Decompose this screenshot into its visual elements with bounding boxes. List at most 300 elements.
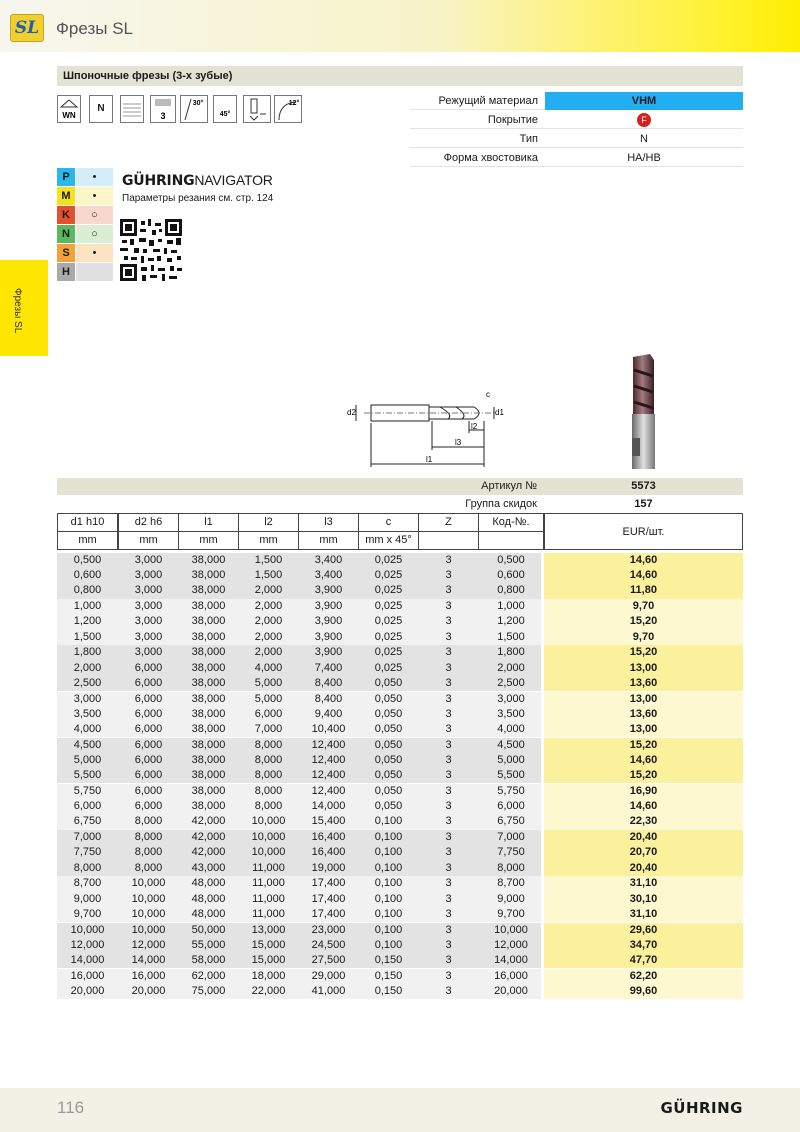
table-row — [57, 568, 743, 583]
table-cell: 3 — [445, 954, 452, 966]
table-cell: 9,000 — [497, 892, 525, 905]
table-cell: 16,400 — [311, 831, 346, 844]
table-cell: 3,000 — [497, 692, 525, 705]
table-cell: 20,000 — [494, 985, 528, 997]
table-cell: 0,025 — [374, 600, 403, 613]
column-header: d2 h6 — [118, 513, 179, 532]
material-suitability-table — [57, 168, 113, 282]
table-row — [57, 814, 743, 829]
material-code: K — [57, 206, 75, 224]
table-cell: 0,050 — [374, 723, 403, 735]
table-cell: 12,000 — [131, 938, 166, 951]
table-cell: 8,000 — [134, 831, 163, 844]
table-row — [57, 984, 743, 999]
table-cell: 16,000 — [131, 969, 166, 982]
table-row — [57, 938, 743, 953]
table-cell: 1,200 — [73, 615, 102, 628]
table-cell: 2,000 — [254, 600, 283, 613]
table-cell: 38,000 — [191, 630, 226, 643]
table-row — [57, 583, 743, 598]
table-cell: 5,000 — [254, 676, 283, 689]
table-cell: 42,000 — [191, 831, 226, 844]
price-cell: 13,00 — [629, 723, 658, 735]
material-suitability: ○ — [76, 206, 113, 224]
price-cell: 15,20 — [629, 615, 658, 628]
table-row — [57, 722, 743, 737]
table-cell: 10,000 — [70, 923, 105, 936]
table-cell: 3,900 — [314, 615, 343, 628]
table-cell: 5,000 — [254, 692, 283, 705]
table-cell: 3 — [445, 646, 452, 659]
material-suitability: ○ — [76, 225, 113, 243]
table-cell: 0,800 — [497, 584, 525, 597]
attr-label: Форма хвостовика — [443, 152, 538, 164]
table-cell: 6,750 — [73, 815, 102, 828]
table-cell: 10,000 — [251, 831, 286, 844]
table-cell: 38,000 — [191, 769, 226, 782]
table-cell: 0,500 — [497, 554, 525, 566]
table-cell: 6,000 — [134, 676, 163, 689]
price-cell: 16,90 — [629, 785, 658, 797]
table-cell: 3,000 — [134, 615, 163, 628]
table-cell: 18,000 — [251, 969, 286, 982]
surface-icon — [120, 95, 144, 123]
table-row — [57, 876, 743, 891]
table-row — [57, 676, 743, 691]
table-cell: 4,500 — [497, 738, 525, 751]
table-cell: 10,000 — [251, 846, 286, 859]
table-cell: 43,000 — [191, 861, 226, 874]
table-cell: 11,000 — [252, 907, 285, 920]
material-code: H — [57, 263, 75, 281]
attr-label: Покрытие — [487, 114, 538, 126]
price-cell: 14,60 — [629, 554, 658, 566]
table-cell: 0,050 — [374, 707, 403, 720]
table-cell: 16,000 — [494, 969, 528, 982]
table-cell: 3,500 — [497, 707, 525, 720]
table-cell: 38,000 — [191, 738, 226, 751]
table-cell: 58,000 — [191, 954, 226, 966]
table-cell: 4,000 — [73, 723, 102, 735]
table-cell: 3 — [445, 846, 452, 859]
table-cell: 11,000 — [252, 877, 285, 890]
price-cell: 14,60 — [629, 800, 658, 813]
price-cell: 15,20 — [629, 738, 658, 751]
table-cell: 0,025 — [374, 569, 403, 582]
table-cell: 0,025 — [374, 615, 403, 628]
table-cell: 3,000 — [134, 569, 163, 582]
table-cell: 6,000 — [134, 707, 163, 720]
table-cell: 2,000 — [254, 584, 283, 597]
table-cell: 0,100 — [374, 938, 403, 951]
column-header: Код-№. — [478, 513, 544, 532]
table-cell: 8,000 — [254, 738, 283, 751]
sl-logo: SL — [10, 14, 44, 42]
table-cell: 10,000 — [131, 907, 166, 920]
price-cell: 13,60 — [629, 676, 658, 689]
table-cell: 27,500 — [311, 954, 346, 966]
table-cell: 38,000 — [191, 615, 226, 628]
table-cell: 38,000 — [191, 723, 226, 735]
table-cell: 75,000 — [191, 985, 226, 997]
table-cell: 3 — [445, 569, 452, 582]
table-cell: 2,000 — [497, 661, 525, 674]
table-cell: 38,000 — [191, 754, 226, 766]
table-cell: 10,400 — [311, 723, 346, 735]
table-cell: 38,000 — [191, 584, 226, 597]
table-cell: 3 — [445, 769, 452, 782]
table-cell: 6,000 — [134, 769, 163, 782]
table-cell: 8,000 — [134, 815, 163, 828]
material-row — [57, 225, 113, 244]
table-cell: 10,000 — [251, 815, 286, 828]
table-cell: 38,000 — [191, 600, 226, 613]
page-footer — [0, 1088, 800, 1132]
c-label: c — [486, 390, 490, 399]
discount-value: 157 — [634, 498, 653, 510]
table-cell: 6,000 — [134, 661, 163, 674]
page-header — [0, 0, 800, 52]
table-cell: 8,000 — [134, 861, 163, 874]
table-cell: 16,000 — [70, 969, 105, 982]
attr-label: Тип — [519, 133, 538, 145]
center-cutting-icon — [243, 95, 271, 123]
table-cell: 3 — [445, 969, 452, 982]
article-value: 5573 — [631, 480, 656, 492]
table-cell: 24,500 — [311, 938, 346, 951]
column-unit: mm x 45° — [358, 531, 419, 550]
l3-label: l3 — [455, 438, 462, 447]
table-cell: 3,400 — [314, 569, 343, 582]
table-cell: 0,050 — [374, 800, 403, 813]
l1-label: l1 — [426, 455, 433, 464]
price-cell: 13,00 — [629, 661, 658, 674]
column-unit: mm — [118, 531, 179, 550]
table-cell: 9,700 — [497, 907, 525, 920]
attr-type — [410, 130, 743, 148]
table-cell: 10,000 — [131, 923, 166, 936]
table-cell: 3 — [445, 723, 452, 735]
table-cell: 20,000 — [70, 985, 105, 997]
table-cell: 1,500 — [254, 569, 283, 582]
column-header: l3 — [298, 513, 359, 532]
table-cell: 3 — [445, 800, 452, 813]
table-cell: 3 — [445, 554, 452, 566]
column-header: d1 h10 — [57, 513, 118, 532]
table-cell: 38,000 — [191, 569, 226, 582]
table-cell: 19,000 — [311, 861, 346, 874]
table-cell: 0,050 — [374, 785, 403, 797]
table-cell: 0,150 — [374, 985, 403, 997]
table-cell: 0,100 — [374, 831, 403, 844]
price-cell: 13,60 — [629, 707, 658, 720]
table-row — [57, 830, 743, 845]
attr-coating — [410, 111, 743, 129]
table-cell: 6,000 — [134, 800, 163, 813]
material-row — [57, 263, 113, 282]
price-header: EUR/шт. — [544, 513, 743, 550]
table-cell: 5,000 — [73, 754, 102, 766]
table-cell: 11,000 — [252, 892, 285, 905]
table-cell: 0,025 — [374, 630, 403, 643]
table-cell: 3 — [445, 707, 452, 720]
table-cell: 0,100 — [374, 877, 403, 890]
side-tab[interactable] — [0, 260, 48, 356]
price-cell: 15,20 — [629, 769, 658, 782]
table-cell: 3,900 — [314, 630, 343, 643]
table-cell: 0,050 — [374, 692, 403, 705]
table-cell: 9,700 — [73, 907, 102, 920]
table-cell: 2,000 — [73, 661, 102, 674]
table-cell: 5,750 — [73, 785, 102, 797]
table-row — [57, 923, 743, 938]
table-cell: 0,050 — [374, 738, 403, 751]
price-cell: 22,30 — [629, 815, 658, 828]
table-row — [57, 845, 743, 860]
table-cell: 38,000 — [191, 661, 226, 674]
table-cell: 8,400 — [314, 692, 343, 705]
price-cell: 14,60 — [629, 569, 658, 582]
table-cell: 0,025 — [374, 661, 403, 674]
column-unit: mm — [298, 531, 359, 550]
section-title: Шпоночные фрезы (3-х зубые) — [57, 66, 743, 86]
table-cell: 12,400 — [311, 738, 346, 751]
page-number: 116 — [57, 1098, 85, 1117]
table-cell: 2,000 — [254, 646, 283, 659]
table-cell: 3 — [445, 831, 452, 844]
table-cell: 5,500 — [497, 769, 525, 782]
column-header: Z — [418, 513, 479, 532]
price-cell: 99,60 — [629, 985, 658, 997]
chamfer-45-icon — [213, 95, 237, 123]
table-cell: 3,500 — [73, 707, 102, 720]
table-cell: 3,000 — [134, 646, 163, 659]
table-cell: 7,750 — [73, 846, 102, 859]
table-cell: 38,000 — [191, 676, 226, 689]
table-cell: 3,400 — [314, 554, 343, 566]
article-label: Артикул № — [481, 480, 537, 492]
d2-label: d2 — [347, 408, 356, 417]
column-unit: mm — [178, 531, 239, 550]
table-cell: 3,900 — [314, 584, 343, 597]
table-cell: 10,000 — [131, 892, 166, 905]
table-cell: 62,000 — [191, 969, 226, 982]
column-unit — [418, 531, 479, 550]
table-cell: 55,000 — [191, 938, 226, 951]
table-cell: 0,050 — [374, 676, 403, 689]
table-cell: 7,750 — [497, 846, 525, 859]
material-row — [57, 187, 113, 206]
price-cell: 20,40 — [629, 861, 658, 874]
table-cell: 7,000 — [73, 831, 102, 844]
table-cell: 12,400 — [311, 785, 346, 797]
table-cell: 12,400 — [311, 769, 346, 782]
table-cell: 42,000 — [191, 846, 226, 859]
table-cell: 3 — [445, 861, 452, 874]
table-cell: 2,500 — [73, 676, 102, 689]
table-cell: 10,000 — [494, 923, 528, 936]
table-row — [57, 953, 743, 968]
table-cell: 3 — [445, 661, 452, 674]
discount-row — [57, 496, 743, 513]
d1-label: d1 — [495, 408, 504, 417]
price-cell: 13,00 — [629, 692, 658, 705]
table-cell: 0,500 — [73, 554, 102, 566]
table-cell: 3,000 — [134, 600, 163, 613]
attr-value: HA/HB — [627, 152, 661, 164]
material-suitability — [76, 263, 113, 281]
table-cell: 4,000 — [497, 723, 525, 735]
discount-label: Группа скидок — [465, 498, 537, 510]
table-cell: 3 — [445, 923, 452, 936]
table-cell: 38,000 — [191, 646, 226, 659]
material-suitability: • — [76, 244, 113, 262]
table-cell: 3,000 — [73, 692, 102, 705]
table-cell: 15,000 — [251, 938, 286, 951]
material-row — [57, 206, 113, 225]
table-row — [57, 738, 743, 753]
table-cell: 0,025 — [374, 646, 403, 659]
table-cell: 5,000 — [497, 754, 525, 766]
column-header: l1 — [178, 513, 239, 532]
price-cell: 34,70 — [629, 938, 658, 951]
table-cell: 6,000 — [73, 800, 102, 813]
table-cell: 8,000 — [73, 861, 102, 874]
table-cell: 0,100 — [374, 815, 403, 828]
table-cell: 13,000 — [251, 923, 286, 936]
price-cell: 20,40 — [629, 831, 658, 844]
page-title: Фрезы SL — [56, 19, 133, 38]
clearance-12-icon — [274, 95, 302, 123]
table-cell: 3,000 — [134, 554, 163, 566]
table-cell: 3 — [445, 815, 452, 828]
table-cell: 14,000 — [311, 800, 346, 813]
table-cell: 50,000 — [191, 923, 226, 936]
table-cell: 2,500 — [497, 676, 525, 689]
table-cell: 3 — [445, 877, 452, 890]
table-cell: 17,400 — [311, 877, 346, 890]
table-cell: 1,500 — [497, 630, 525, 643]
table-row — [57, 892, 743, 907]
table-cell: 5,500 — [73, 769, 102, 782]
table-cell: 3 — [445, 907, 452, 920]
table-cell: 0,025 — [374, 554, 403, 566]
column-header: c — [358, 513, 419, 532]
table-cell: 0,800 — [73, 584, 102, 597]
table-row — [57, 784, 743, 799]
table-cell: 3 — [445, 615, 452, 628]
table-cell: 48,000 — [191, 877, 226, 890]
svg-text:3: 3 — [160, 111, 166, 121]
table-cell: 3,900 — [314, 646, 343, 659]
navigator-brand: GÜHRINGNAVIGATOR — [122, 172, 273, 189]
column-unit: mm — [57, 531, 118, 550]
table-cell: 38,000 — [191, 800, 226, 813]
table-cell: 14,000 — [494, 954, 528, 966]
table-cell: 9,400 — [314, 707, 343, 720]
table-cell: 38,000 — [191, 692, 226, 705]
table-cell: 7,400 — [314, 661, 343, 674]
table-cell: 3,900 — [314, 600, 343, 613]
table-cell: 8,000 — [254, 754, 283, 766]
material-code: S — [57, 244, 75, 262]
table-cell: 3 — [445, 630, 452, 643]
table-cell: 8,700 — [73, 877, 102, 890]
table-cell: 0,600 — [497, 569, 525, 582]
table-cell: 0,100 — [374, 861, 403, 874]
table-cell: 0,050 — [374, 754, 403, 766]
table-cell: 3 — [445, 738, 452, 751]
svg-text:30°: 30° — [192, 100, 204, 107]
table-cell: 8,000 — [254, 785, 283, 797]
table-cell: 17,400 — [311, 892, 346, 905]
table-cell: 23,000 — [311, 923, 346, 936]
type-n-icon: N — [89, 95, 113, 123]
material-code: P — [57, 168, 75, 186]
table-row — [57, 799, 743, 814]
table-cell: 8,700 — [497, 877, 525, 890]
table-cell: 0,025 — [374, 584, 403, 597]
table-cell: 1,500 — [254, 554, 283, 566]
table-row — [57, 707, 743, 722]
table-cell: 3 — [445, 584, 452, 597]
table-cell: 20,000 — [131, 985, 166, 997]
table-cell: 3 — [445, 985, 452, 997]
helix-30-icon — [180, 95, 208, 123]
material-code: N — [57, 225, 75, 243]
column-header: l2 — [238, 513, 299, 532]
qr-code[interactable] — [120, 219, 182, 281]
table-cell: 8,000 — [254, 769, 283, 782]
table-cell: 12,000 — [494, 938, 528, 951]
table-cell: 3 — [445, 754, 452, 766]
table-cell: 0,600 — [73, 569, 102, 582]
table-cell: 9,000 — [73, 892, 102, 905]
table-cell: 3 — [445, 692, 452, 705]
table-cell: 41,000 — [311, 985, 346, 997]
table-cell: 6,000 — [134, 738, 163, 751]
table-cell: 11,000 — [252, 861, 285, 874]
table-cell: 38,000 — [191, 554, 226, 566]
attr-shank — [410, 149, 743, 167]
table-cell: 1,800 — [497, 646, 525, 659]
table-cell: 1,000 — [73, 600, 102, 613]
table-cell: 8,000 — [254, 800, 283, 813]
table-row — [57, 630, 743, 645]
table-cell: 0,100 — [374, 892, 403, 905]
wn-standard-icon — [57, 95, 81, 123]
table-cell: 0,050 — [374, 769, 403, 782]
table-row — [57, 599, 743, 614]
attr-value: VHM — [545, 92, 743, 110]
price-cell: 9,70 — [632, 630, 655, 643]
table-cell: 0,100 — [374, 923, 403, 936]
table-cell: 14,000 — [131, 954, 166, 966]
table-row — [57, 661, 743, 676]
table-cell: 4,000 — [254, 661, 283, 674]
svg-text:12°: 12° — [288, 100, 300, 107]
table-cell: 48,000 — [191, 907, 226, 920]
table-cell: 16,400 — [311, 846, 346, 859]
price-cell: 15,20 — [629, 646, 658, 659]
table-cell: 8,000 — [497, 861, 525, 874]
material-code: M — [57, 187, 75, 205]
table-row — [57, 861, 743, 876]
material-row — [57, 244, 113, 263]
navigator-note: Параметры резания см. стр. 124 — [122, 193, 274, 204]
table-cell: 6,000 — [497, 800, 525, 813]
table-row — [57, 969, 743, 984]
